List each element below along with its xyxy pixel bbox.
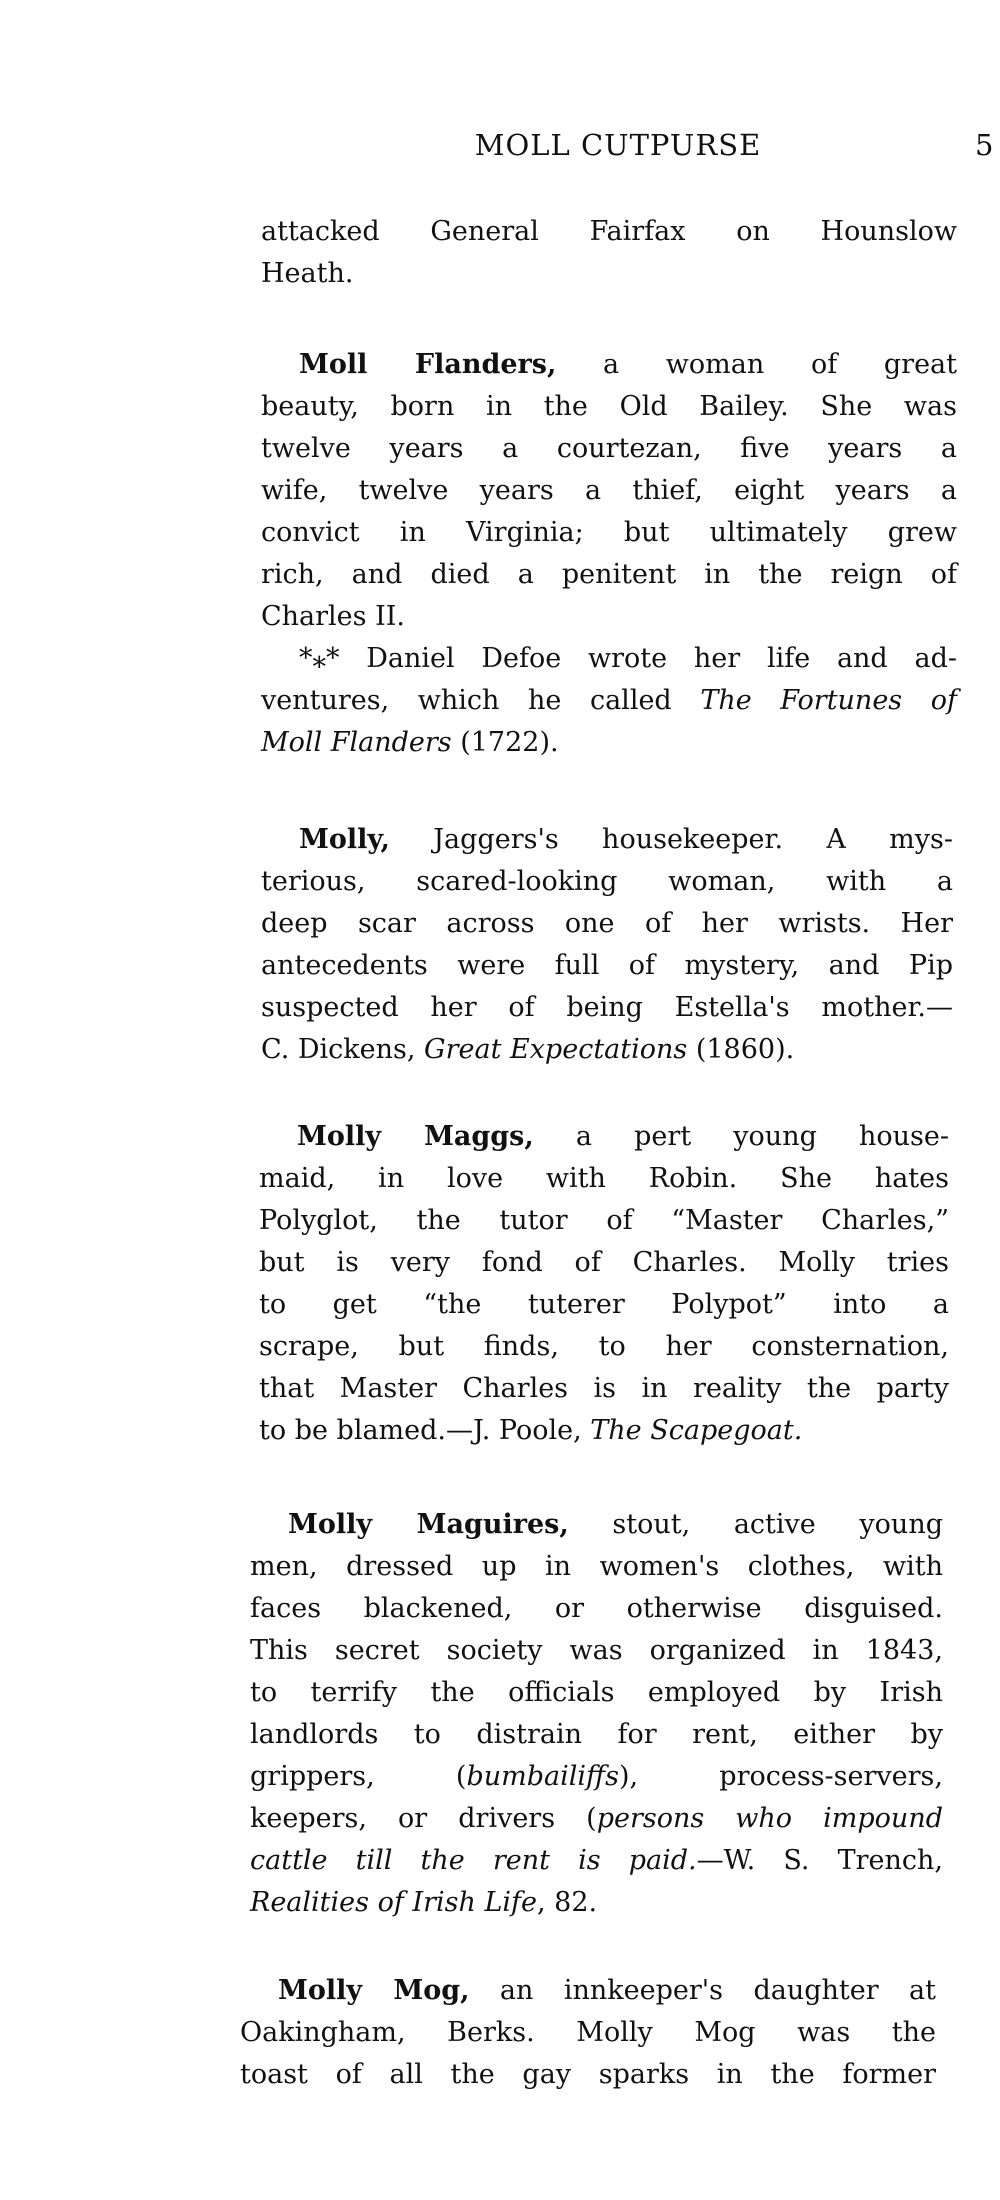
italic-text: persons who impound bbox=[596, 1803, 943, 1834]
italic-text: Great Expectations bbox=[424, 1034, 688, 1065]
entry-molly-mog-line bbox=[240, 2054, 936, 2096]
text: —W. S. Trench, bbox=[696, 1845, 943, 1876]
text: wife, twelve years a thief, eight years a bbox=[261, 475, 957, 506]
text: men, dressed up in women's clothes, with bbox=[250, 1551, 943, 1582]
text: that Master Charles is in reality the party bbox=[259, 1373, 949, 1404]
entry-moll-flanders-line bbox=[261, 722, 957, 764]
entry-headword: Molly Maguires, bbox=[288, 1509, 569, 1540]
entry-molly-maggs-line bbox=[259, 1410, 949, 1452]
text: keepers, or drivers ( bbox=[250, 1803, 597, 1834]
text: grippers, ( bbox=[250, 1761, 467, 1792]
text: beauty, born in the Old Bailey. She was bbox=[261, 391, 957, 422]
entry-molly-maguires-line bbox=[250, 1672, 943, 1714]
page-number: 5 bbox=[975, 128, 994, 162]
text: antecedents were full of mystery, and Pip bbox=[261, 950, 953, 981]
text: Polyglot, the tutor of “Master Charles,” bbox=[259, 1205, 949, 1236]
entry-molly-maguires-line bbox=[250, 1546, 943, 1588]
entry-molly-line bbox=[261, 861, 953, 903]
entry-molly-maggs-line bbox=[297, 1116, 949, 1158]
entry-molly-maguires-line bbox=[288, 1504, 943, 1546]
entry-molly-maguires-line bbox=[250, 1840, 943, 1882]
entry-molly-maguires-line bbox=[250, 1756, 943, 1798]
text: (1722). bbox=[451, 727, 559, 758]
text: to get “the tuterer Polypot” into a bbox=[259, 1289, 949, 1320]
text: Heath. bbox=[261, 258, 354, 289]
entry-molly-maggs-line bbox=[259, 1284, 949, 1326]
italic-text: cattle till the rent is paid. bbox=[250, 1845, 697, 1876]
entry-molly-mog-line bbox=[278, 1970, 936, 2012]
italic-text: The Fortunes of bbox=[700, 685, 957, 716]
entry-molly-mog-line bbox=[240, 2012, 936, 2054]
entry-headword: Molly, bbox=[299, 824, 390, 855]
entry-headword: Molly Mog, bbox=[278, 1975, 470, 2006]
entry-moll-flanders-line bbox=[261, 554, 957, 596]
text: toast of all the gay sparks in the former bbox=[240, 2059, 936, 2090]
entry-moll-flanders-line bbox=[299, 638, 957, 680]
text: rich, and died a penitent in the reign of bbox=[261, 559, 957, 590]
entry-molly-line bbox=[261, 945, 953, 987]
entry-heath-line bbox=[261, 211, 957, 253]
running-header: MOLL CUTPURSE bbox=[474, 128, 762, 162]
entry-moll-flanders-line bbox=[261, 428, 957, 470]
text: faces blackened, or otherwise disguised. bbox=[250, 1593, 943, 1624]
text: Charles II. bbox=[261, 601, 406, 632]
entry-moll-flanders-line bbox=[261, 680, 957, 722]
entry-heath-line bbox=[261, 253, 957, 295]
text: suspected her of being Estella's mother.— bbox=[261, 992, 953, 1023]
text: , 82. bbox=[536, 1887, 598, 1918]
entry-molly-line bbox=[299, 819, 953, 861]
text: a woman of great bbox=[556, 349, 957, 380]
italic-text: Moll Flanders bbox=[261, 727, 452, 758]
italic-text: Realities of Irish Life bbox=[250, 1887, 537, 1918]
text: terious, scared-looking woman, with a bbox=[261, 866, 953, 897]
text: C. Dickens, bbox=[261, 1034, 425, 1065]
text: deep scar across one of her wrists. Her bbox=[261, 908, 953, 939]
entry-moll-flanders-line bbox=[261, 596, 957, 638]
text: maid, in love with Robin. She hates bbox=[259, 1163, 949, 1194]
entry-headword: Moll Flanders, bbox=[299, 349, 557, 380]
entry-molly-line bbox=[261, 903, 953, 945]
entry-molly-maguires-line bbox=[250, 1714, 943, 1756]
entry-molly-line bbox=[261, 1029, 953, 1071]
text: landlords to distrain for rent, either by bbox=[250, 1719, 943, 1750]
text: to be blamed.—J. Poole, bbox=[259, 1415, 591, 1446]
text: Jaggers's housekeeper. A mys- bbox=[389, 824, 953, 855]
entry-moll-flanders-line bbox=[261, 386, 957, 428]
entry-moll-flanders-line bbox=[261, 512, 957, 554]
italic-text: bumbailiffs bbox=[466, 1761, 619, 1792]
text: a pert young house- bbox=[533, 1121, 949, 1152]
italic-text: The Scapegoat. bbox=[590, 1415, 803, 1446]
text: ventures, which he called bbox=[261, 685, 701, 716]
entry-moll-flanders-line bbox=[261, 470, 957, 512]
text: ), process-servers, bbox=[619, 1761, 943, 1792]
text: to terrify the officials employed by Irish bbox=[250, 1677, 943, 1708]
text: twelve years a courtezan, five years a bbox=[261, 433, 957, 464]
entry-molly-line bbox=[261, 987, 953, 1029]
text: (1860). bbox=[687, 1034, 795, 1065]
entry-molly-maguires-line bbox=[250, 1588, 943, 1630]
entry-molly-maggs-line bbox=[259, 1368, 949, 1410]
text: convict in Virginia; but ultimately grew bbox=[261, 517, 957, 548]
text: attacked General Fairfax on Hounslow bbox=[261, 216, 957, 247]
text: but is very fond of Charles. Molly tries bbox=[259, 1247, 949, 1278]
entry-molly-maggs-line bbox=[259, 1326, 949, 1368]
entry-molly-maguires-line bbox=[250, 1798, 943, 1840]
entry-headword: Molly Maggs, bbox=[297, 1121, 534, 1152]
entry-molly-maggs-line bbox=[259, 1242, 949, 1284]
entry-molly-maguires-line bbox=[250, 1630, 943, 1672]
text: stout, active young bbox=[568, 1509, 943, 1540]
text: *⁎* Daniel Defoe wrote her life and ad- bbox=[299, 643, 957, 674]
text: This secret society was organized in 1843, bbox=[250, 1635, 943, 1666]
entry-moll-flanders-line bbox=[299, 344, 957, 386]
entry-molly-maggs-line bbox=[259, 1200, 949, 1242]
entry-molly-maguires-line bbox=[250, 1882, 943, 1924]
text: scrape, but finds, to her consternation, bbox=[259, 1331, 949, 1362]
text: Oakingham, Berks. Molly Mog was the bbox=[240, 2017, 936, 2048]
text: an innkeeper's daughter at bbox=[469, 1975, 936, 2006]
entry-molly-maggs-line bbox=[259, 1158, 949, 1200]
